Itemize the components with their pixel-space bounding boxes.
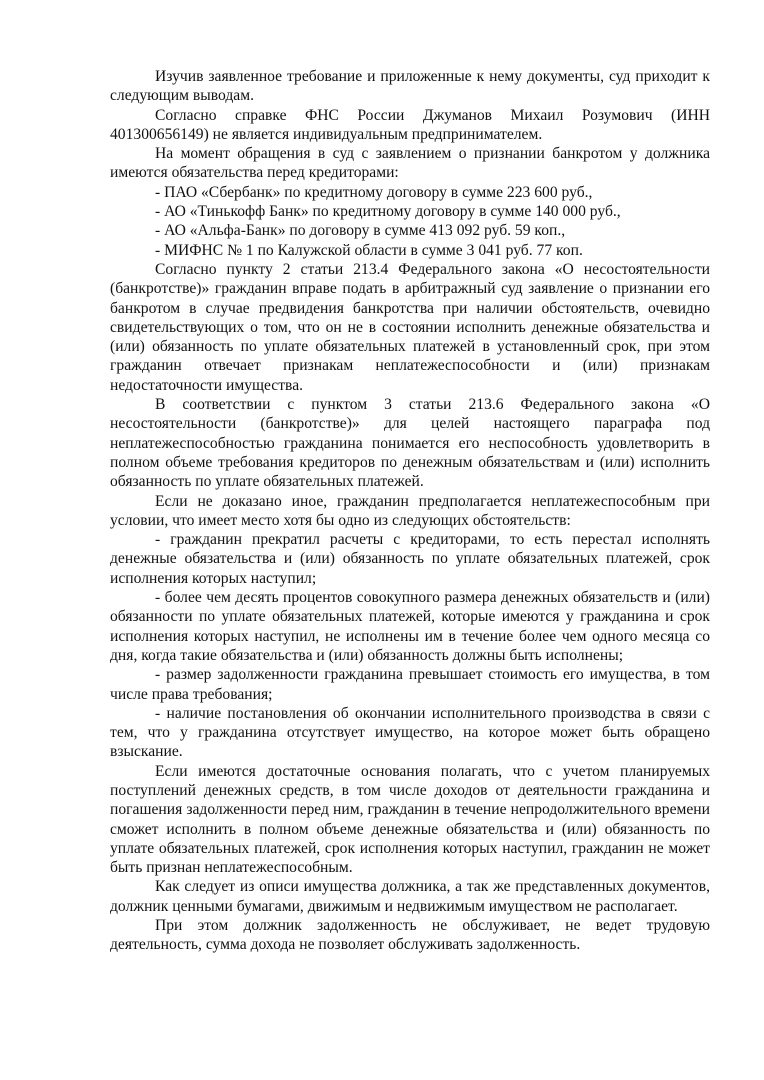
creditor-item-sberbank: - ПАО «Сбербанк» по кредитному договору в сумме 223 600 руб.,	[155, 183, 593, 201]
paragraph-debt-not-serviced: При этом должник задолженность не обслуживает, не ведет трудовую деятельность, сумма дохода не позволяет обслуживать задолженность.	[110, 917, 710, 954]
paragraph-intro: Изучив заявленное требование и приложенные к нему документы, суд приходит к следующим выводам.	[110, 68, 710, 105]
paragraph-property-inventory: Как следует из описи имущества должника, а так же представленных документов, должник ценными бумагами, движимым и недвижимым имуществом не располагает.	[110, 878, 710, 915]
paragraph-fns-certificate: Согласно справке ФНС России Джуманов Михаил Розумович (ИНН 401300656149) не является индивидуальным предпринимателем.	[110, 106, 710, 143]
creditor-item-mifns: - МИФНС № 1 по Калужской области в сумме 3 041 руб. 77 коп.	[155, 241, 583, 259]
condition-item-ten-percent: - более чем десять процентов совокупного размера денежных обязательств и (или) обязанности по уплате обязательных платежей, которые имеются у гражданина и срок исполнения которых наступил, не исполнены им в течение более чем одного месяца со дня, когда такие обязательства и (или) обязанность должны быть исполнены;	[110, 589, 710, 664]
paragraph-insolvency-conditions: Если не доказано иное, гражданин предполагается неплатежеспособным при условии, что имеет место хотя бы одно из следующих обстоятельств:	[110, 492, 710, 529]
creditor-item-alfa-bank: - АО «Альфа-Банк» по договору в сумме 413 092 руб. 59 коп.,	[155, 222, 566, 240]
paragraph-article-213-6: В соответствии с пунктом 3 статьи 213.6 Федерального закона «О несостоятельности (банкротстве)» для целей настоящего параграфа под неплатежеспособностью гражданина понимается его неспособность удовлетворить в полном объеме требования кредиторов по денежным обязательствам и (или) исполнить обязанность по уплате обязательных платежей.	[110, 396, 710, 491]
paragraph-solvency-exception: Если имеются достаточные основания полагать, что с учетом планируемых поступлений денежных средств, в том числе доходов от деятельности гражданина и погашения задолженности перед ним, гражданин в течение непродолжительного времени сможет исполнить в полном объеме денежные обязательства и (или) обязанность по уплате обязательных платежей, срок исполнения которых наступил, гражданин не может быть признан неплатежеспособным.	[110, 762, 710, 877]
paragraph-article-213-4: Согласно пункту 2 статьи 213.4 Федерального закона «О несостоятельности (банкротстве)» гражданин вправе подать в арбитражный суд заявление о признании его банкротом в случае предвидения банкротства при наличии обстоятельств, очевидно свидетельствующих о том, что он не в состоянии исполнить денежные обязательства и (или) обязанность по уплате обязательных платежей в установленный срок, при этом гражданин отвечает признакам неплатежеспособности и (или) признакам недостаточности имущества.	[110, 260, 710, 394]
condition-item-stopped-payments: - гражданин прекратил расчеты с кредиторами, то есть перестал исполнять денежные обязательства и (или) обязанность по уплате обязательных платежей, срок исполнения которых наступил;	[110, 531, 710, 587]
condition-item-enforcement-ended: - наличие постановления об окончании исполнительного производства в связи с тем, что у гражданина отсутствует имущество, на которое может быть обращено взыскание.	[110, 704, 710, 761]
paragraph-obligations-intro: На момент обращения в суд с заявлением о признании банкротом у должника имеются обязательства перед кредиторами:	[110, 145, 710, 182]
document-page	[110, 67, 710, 955]
creditor-item-tinkoff: - АО «Тинькофф Банк» по кредитному договору в сумме 140 000 руб.,	[155, 203, 621, 221]
condition-item-debt-exceeds-assets: - размер задолженности гражданина превышает стоимость его имущества, в том числе права требования;	[110, 666, 710, 703]
